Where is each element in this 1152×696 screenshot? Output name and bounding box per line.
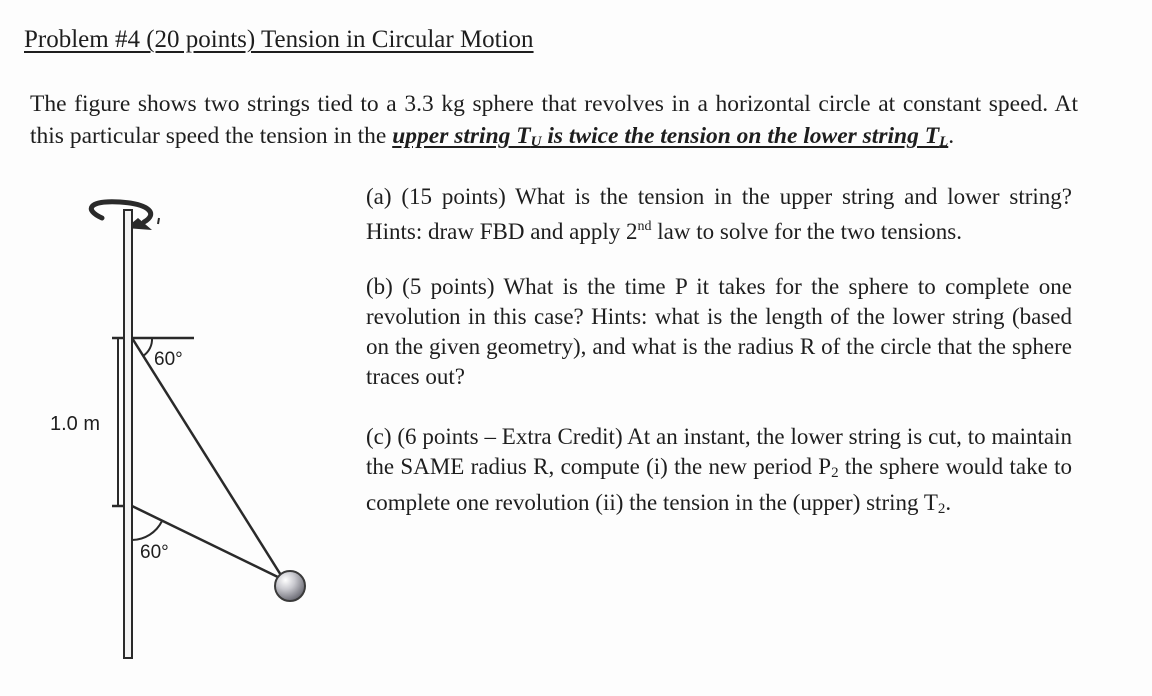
question-a-part-1: (a) (15 points) What is the tension in the upper string and lower string? Hints: draw FBD and apply 2 [366,184,1072,244]
intro-end: . [948,123,955,149]
subscript-u: U [530,134,542,150]
question-a-text [330,182,1072,247]
intro-emphasis-part-2: is twice the tension on the lower string T [541,123,940,149]
upper-angle-label: 60° [154,349,183,370]
figure-diagram [40,188,330,668]
question-a [330,182,1072,247]
question-c-part-3: . [945,490,952,515]
problem-title: Problem #4 (20 points) Tension in Circular Motion [24,26,534,53]
distance-dimension [112,338,124,506]
subscript-2-period: 2 [831,465,839,481]
upper-angle-arc [143,338,152,356]
question-b [330,272,1072,392]
vertical-rod [124,210,132,658]
subscript-2-tension: 2 [937,501,946,517]
intro-emphasis [392,123,948,149]
question-c-part-1: (c) (6 points – Extra Credit) At an instant, the lower string is cut, to maintain the SAME radius R, compute (i) the new period P [366,424,1072,479]
intro-text: The figure shows two strings tied to a 3.3 kg sphere that revolves in a horizontal circle at constant speed. At this particular speed the tension in the [30,91,1078,149]
subscript-l: L [939,134,949,150]
question-c-part-2: the sphere would take to complete one revolution (ii) the tension in the (upper) string T [366,454,1073,515]
problem-intro [30,88,1078,158]
distance-label: 1.0 m [50,413,101,435]
superscript-nd: nd [637,219,652,234]
lower-angle-label: 60° [140,542,169,563]
intro-emphasis-part-1: upper string T [392,123,531,149]
question-c-text [330,422,1072,524]
lower-angle-arc [132,521,162,540]
question-c [330,422,1072,524]
question-a-part-2: law to solve for the two tensions. [651,219,962,244]
sphere [275,571,305,601]
question-b-text: (b) (5 points) What is the time P it takes for the sphere to complete one revolution in this case? Hints: what is the length of the lower string (based on the given geometry), and what is the radius R of the circle that the sphere traces out? [366,274,1072,389]
